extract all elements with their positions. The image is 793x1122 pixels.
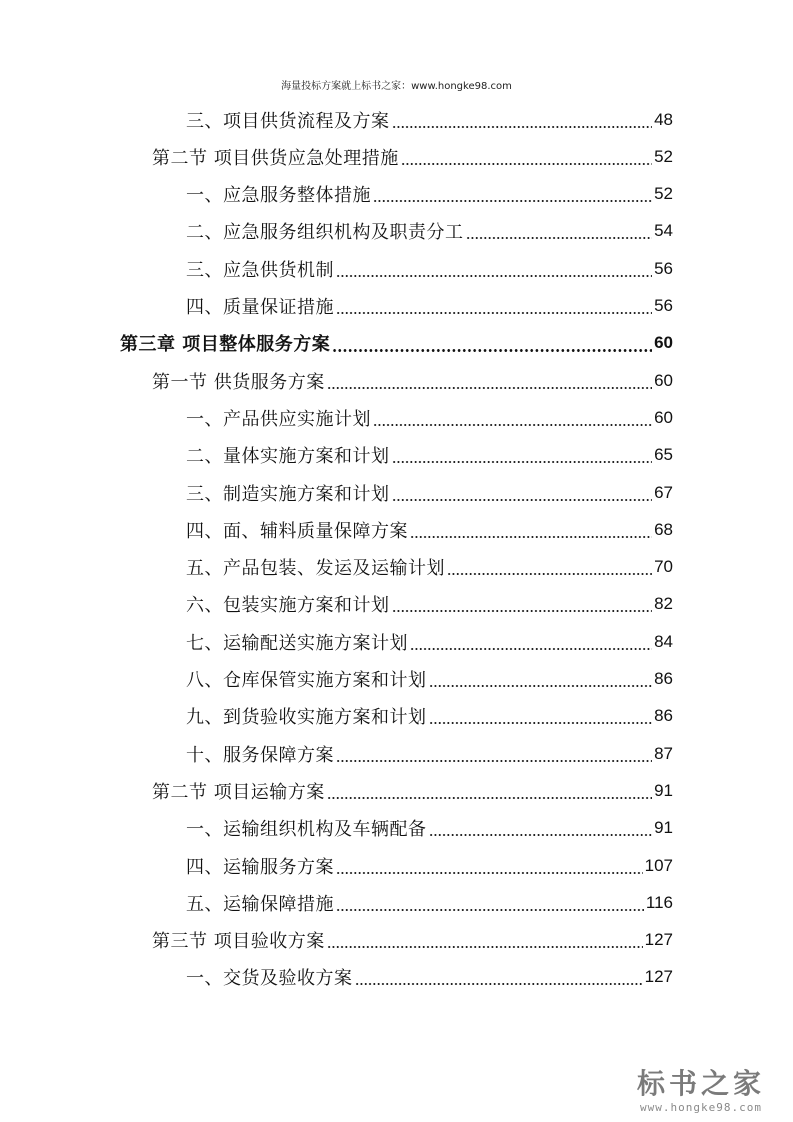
watermark-url: www.hongke98.com: [640, 1101, 762, 1114]
toc-entry[interactable]: [186, 437, 673, 474]
toc-dot-leader: [401, 163, 652, 165]
toc-entry-title: 第三章 项目整体服务方案: [120, 334, 331, 356]
toc-dot-leader: [410, 648, 652, 650]
toc-page-number: 86: [654, 706, 673, 726]
toc-dot-leader: [392, 499, 653, 501]
toc-dot-leader: [336, 312, 652, 314]
toc-dot-leader: [392, 610, 653, 612]
toc-page-number: 52: [654, 146, 673, 166]
toc-dot-leader: [447, 573, 652, 575]
watermark-title: 标书之家: [636, 1067, 765, 1100]
toc-entry[interactable]: [152, 138, 673, 175]
toc-entry[interactable]: [152, 362, 673, 399]
toc-dot-leader: [392, 461, 653, 463]
toc-dot-leader: [410, 536, 652, 538]
toc-page-number: 67: [654, 482, 673, 502]
toc-page-number: 56: [654, 258, 673, 278]
toc-entry[interactable]: [186, 586, 673, 623]
toc-entry-title: 十、服务保障方案: [186, 744, 334, 766]
toc-page-number: 60: [654, 370, 673, 390]
toc-entry-title: 四、质量保证措施: [186, 297, 334, 318]
toc-entry[interactable]: [186, 549, 673, 586]
toc-entry[interactable]: [186, 213, 673, 250]
toc-page-number: 52: [654, 184, 673, 204]
toc-entry[interactable]: [186, 661, 673, 698]
toc-dot-leader: [392, 126, 653, 128]
toc-dot-leader: [336, 760, 652, 762]
toc-page-number: 48: [654, 109, 673, 129]
toc-dot-leader: [373, 200, 652, 202]
toc-page-number: 65: [654, 445, 673, 465]
toc-page-number: 91: [654, 780, 673, 800]
toc-entry-title: 六、包装实施方案和计划: [186, 595, 390, 617]
toc-entry[interactable]: [186, 623, 673, 660]
toc-page-number: 70: [654, 557, 673, 577]
toc-entry[interactable]: [186, 847, 673, 884]
toc-dot-leader: [466, 237, 653, 239]
toc-entry-title: 三、项目供货流程及方案: [186, 110, 390, 132]
toc-entry[interactable]: [186, 399, 673, 436]
toc-dot-leader: [355, 983, 643, 985]
toc-entry-title: 一、应急服务整体措施: [186, 185, 371, 207]
toc-dot-leader: [429, 834, 653, 836]
toc-dot-leader: [327, 387, 652, 389]
toc-entry-title: 二、应急服务组织机构及职责分工: [186, 222, 464, 244]
toc-dot-leader: [336, 275, 652, 277]
toc-entry[interactable]: [186, 101, 673, 138]
toc-entry-title: 五、产品包装、发运及运输计划: [186, 558, 445, 580]
toc-dot-leader: [336, 909, 644, 911]
toc-page-number: 84: [654, 631, 673, 651]
toc-page-number: 127: [644, 967, 673, 987]
toc-entry[interactable]: [186, 698, 673, 735]
toc-dot-leader: [336, 872, 643, 874]
toc-dot-leader: [429, 685, 653, 687]
toc-page-number: 82: [654, 594, 673, 614]
toc-entry-title: 三、应急供货机制: [186, 259, 334, 281]
toc-entry[interactable]: [186, 288, 673, 325]
watermark-logo: [621, 1067, 781, 1114]
toc-page-number: 60: [654, 407, 673, 427]
toc-page-number: 56: [654, 296, 673, 315]
toc-dot-leader: [373, 424, 652, 426]
toc-entry-title: 第一节 供货服务方案: [152, 371, 325, 393]
toc-page-number: 86: [654, 669, 673, 688]
toc-entry[interactable]: [186, 810, 673, 847]
toc-entry[interactable]: [186, 176, 673, 213]
toc-entry[interactable]: [186, 474, 673, 511]
toc-entry-title: 三、制造实施方案和计划: [186, 483, 390, 505]
toc-page-number: 127: [644, 930, 673, 950]
page-header: 海量投标方案就上标书之家：www.hongke98.com: [281, 81, 512, 92]
toc-page-number: 68: [654, 519, 673, 539]
toc-page-number: 54: [654, 221, 673, 241]
toc-entry-title: 一、产品供应实施计划: [186, 408, 371, 430]
toc-entry-title: 第二节 项目运输方案: [152, 781, 325, 803]
toc-entry-title: 五、运输保障措施: [186, 893, 334, 915]
toc-dot-leader: [327, 946, 643, 948]
toc-dot-leader: [429, 722, 653, 724]
toc-entry[interactable]: [120, 325, 673, 362]
toc-entry-title: 一、运输组织机构及车辆配备: [186, 819, 427, 841]
toc-page-number: 116: [645, 892, 673, 912]
toc-entry-title: 第三节 项目验收方案: [152, 931, 325, 953]
toc-entry-title: 一、交货及验收方案: [186, 968, 353, 990]
toc-page-number: 87: [654, 743, 673, 763]
toc-page-number: 91: [654, 818, 673, 838]
toc-page-number: 60: [654, 333, 673, 353]
toc-entry-title: 第二节 项目供货应急处理措施: [152, 147, 399, 169]
toc-entry-title: 二、量体实施方案和计划: [186, 446, 390, 468]
toc-entry[interactable]: [186, 884, 673, 921]
toc-dot-leader: [332, 349, 652, 352]
toc-entry-title: 四、运输服务方案: [186, 856, 334, 878]
toc-entry-title: 七、运输配送实施方案计划: [186, 632, 408, 654]
toc-entry[interactable]: [152, 772, 673, 809]
toc-page-number: 107: [644, 855, 673, 875]
toc-entry[interactable]: [186, 511, 673, 548]
toc-dot-leader: [327, 797, 652, 799]
toc-entry[interactable]: [186, 250, 673, 287]
toc-entry[interactable]: [152, 922, 673, 959]
toc-entry-title: 九、到货验收实施方案和计划: [186, 707, 427, 729]
toc-entry-title: 八、仓库保管实施方案和计划: [186, 670, 427, 691]
toc-entry[interactable]: [186, 959, 673, 996]
toc-entry[interactable]: [186, 735, 673, 772]
toc-entry-title: 四、面、辅料质量保障方案: [186, 520, 408, 542]
